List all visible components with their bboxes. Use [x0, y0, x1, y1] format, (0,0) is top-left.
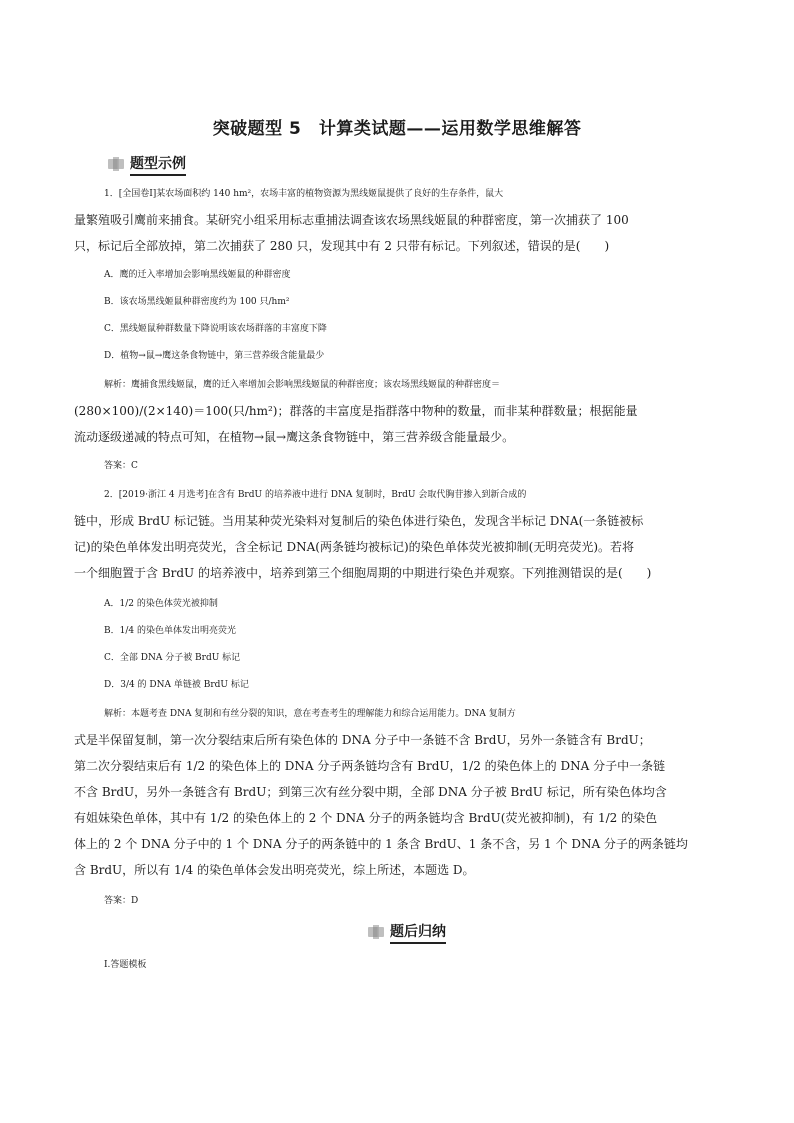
q2-stem-line-1: 2．[2019·浙江 4 月选考]在含有 BrdU 的培养液中进行 DNA 复制时，BrdU 会取代胸苷掺入到新合成的	[104, 490, 527, 500]
q2-stem-line-2: 链中，形成 BrdU 标记链。当用某种荧光染料对复制后的染色体进行染色，发现含半标记 DNA(一条链被标	[74, 514, 644, 528]
q2-analysis-line-5: 有姐妹染色单体，其中有 1/2 的染色体上的 2 个 DNA 分子的两条链均含 BrdU(荧光被抑制)，有 1/2 的染色	[74, 811, 658, 825]
q1-option-b: B．该农场黑线姬鼠种群密度约为 100 只/hm²	[104, 297, 290, 307]
summary-item-1: Ⅰ.答题模板	[104, 960, 147, 970]
q1-option-c: C．黑线姬鼠种群数量下降说明该农场群落的丰富度下降	[104, 324, 327, 334]
q2-option-b: B．1/4 的染色单体发出明亮荧光	[104, 626, 236, 636]
q1-answer: 答案：C	[104, 461, 138, 471]
section-label-text: 题后归纳	[390, 921, 446, 944]
q2-option-a: A．1/2 的染色体荧光被抑制	[104, 599, 218, 609]
section-label-summary	[368, 921, 446, 943]
q2-analysis-line-6: 体上的 2 个 DNA 分子中的 1 个 DNA 分子的两条链中的 1 条含 BrdU、1 条不含，另 1 个 DNA 分子的两条链均	[74, 837, 688, 851]
q1-stem-line-1: 1．[全国卷Ⅰ]某农场面积约 140 hm²，农场丰富的植物资源为黑线姬鼠提供了良好的生存条件，鼠大	[104, 189, 504, 199]
q2-option-c: C．全部 DNA 分子被 BrdU 标记	[104, 653, 241, 663]
q1-stem-line-2: 量繁殖吸引鹰前来捕食。某研究小组采用标志重捕法调查该农场黑线姬鼠的种群密度，第一次捕获了 100	[74, 213, 629, 227]
q2-analysis-line-7: 含 BrdU，所以有 1/4 的染色单体会发出明亮荧光，综上所述，本题选 D。	[74, 863, 475, 877]
q2-answer: 答案：D	[104, 896, 139, 906]
q2-analysis-line-3: 第二次分裂结束后有 1/2 的染色体上的 DNA 分子两条链均含有 BrdU，1/2 的染色体上的 DNA 分子中一条链	[74, 759, 666, 773]
q2-option-d: D．3/4 的 DNA 单链被 BrdU 标记	[104, 680, 249, 690]
q2-analysis-line-1: 解析：本题考查 DNA 复制和有丝分裂的知识，意在考查考生的理解能力和综合运用能力。DNA 复制方	[104, 709, 516, 719]
q1-option-a: A．鹰的迁入率增加会影响黑线姬鼠的种群密度	[104, 270, 291, 280]
section-badge-icon	[108, 157, 126, 171]
section-label-text: 题型示例	[130, 153, 186, 176]
page-title: 突破题型 5 计算类试题——运用数学思维解答	[212, 119, 582, 139]
q1-analysis-line-1: 解析：鹰捕食黑线姬鼠，鹰的迁入率增加会影响黑线姬鼠的种群密度；该农场黑线姬鼠的种群密度＝	[104, 380, 501, 390]
q1-analysis-line-2: (280×100)/(2×140)＝100(只/hm²)；群落的丰富度是指群落中物种的数量，而非某种群数量；根据能量	[74, 404, 638, 418]
q2-analysis-line-2: 式是半保留复制，第一次分裂结束后所有染色体的 DNA 分子中一条链不含 BrdU，另外一条链含有 BrdU；	[74, 733, 651, 747]
section-badge-icon	[368, 925, 386, 939]
q1-stem-line-3: 只，标记后全部放掉，第二次捕获了 280 只，发现其中有 2 只带有标记。下列叙述，错误的是( )	[74, 239, 610, 253]
q2-analysis-line-4: 不含 BrdU，另外一条链含有 BrdU；到第三次有丝分裂中期，全部 DNA 分子被 BrdU 标记，所有染色体均含	[74, 785, 667, 799]
q1-option-d: D．植物→鼠→鹰这条食物链中，第三营养级含能量最少	[104, 351, 325, 361]
q2-stem-line-3: 记)的染色单体发出明亮荧光，含全标记 DNA(两条链均被标记)的染色单体荧光被抑制(无明亮荧光)。若将	[74, 540, 635, 554]
section-label-example	[108, 153, 186, 175]
q2-stem-line-4: 一个细胞置于含 BrdU 的培养液中，培养到第三个细胞周期的中期进行染色并观察。下列推测错误的是( )	[74, 566, 652, 580]
q1-analysis-line-3: 流动逐级递减的特点可知，在植物→鼠→鹰这条食物链中，第三营养级含能量最少。	[74, 430, 515, 444]
